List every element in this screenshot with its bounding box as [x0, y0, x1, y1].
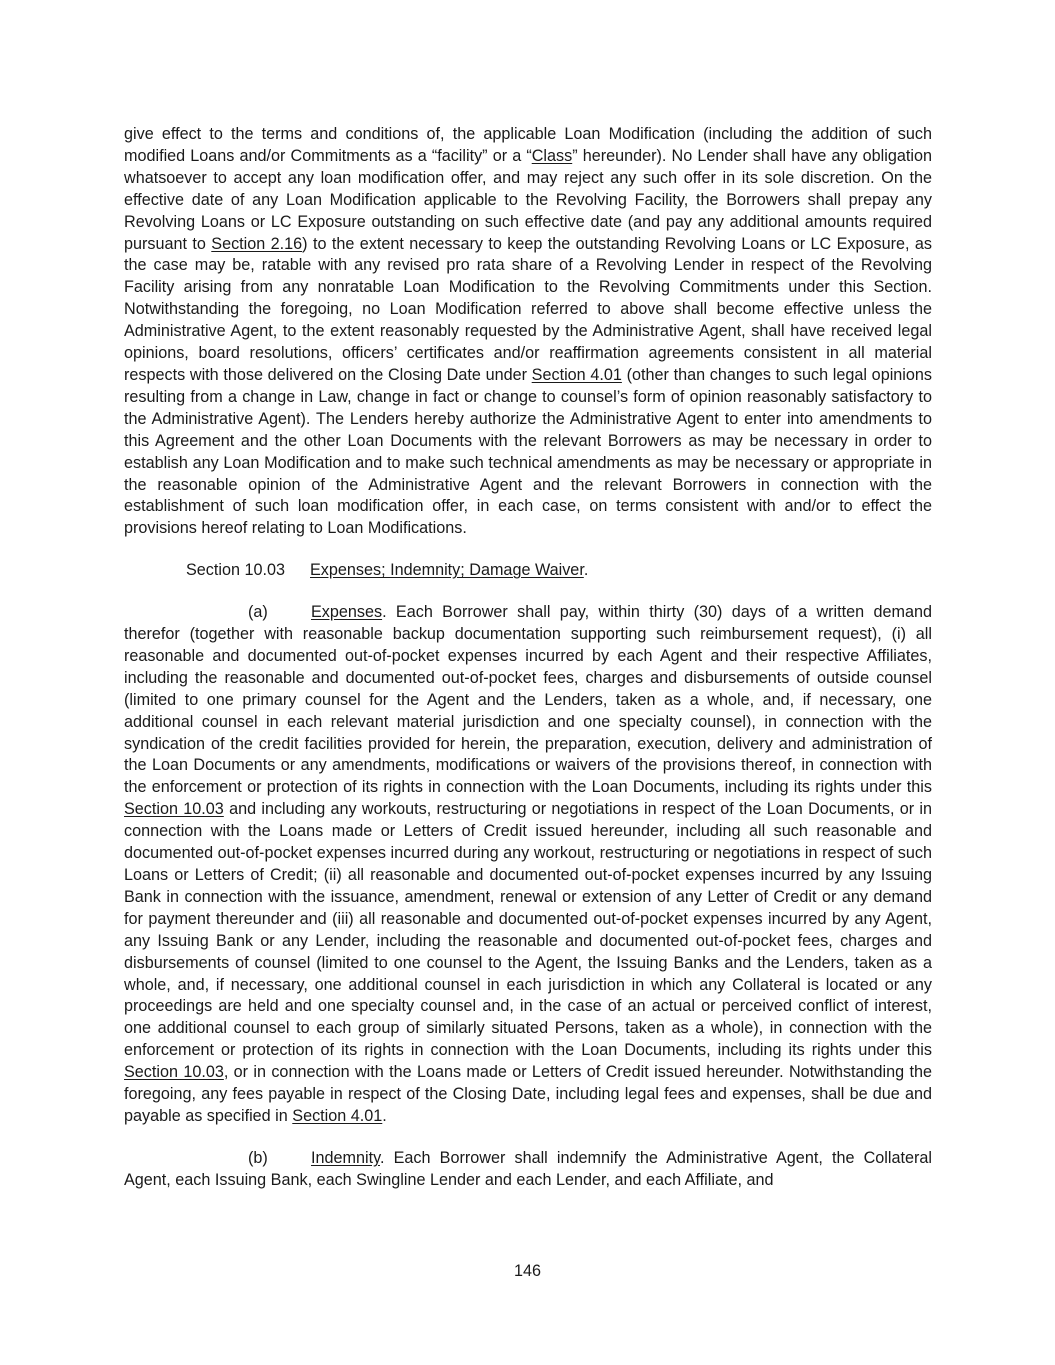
expenses-text-4: . — [382, 1106, 387, 1125]
section-4-01-reference: Section 4.01 — [531, 365, 622, 384]
document-page — [124, 124, 932, 1192]
section-heading — [124, 560, 932, 582]
page-number: 146 — [513, 1262, 541, 1280]
intro-text-1: give effect to the terms and conditions of, the applicable Loan Modification (including the addition of such modified Loans and/or Commitments as a “facility” or a “ — [124, 125, 932, 165]
section-10-03-reference: Section 10.03 — [124, 1063, 224, 1082]
expenses-text-1: . Each Borrower shall pay, within thirty (30) days of a written demand therefor (together with reasonable backup documentation supporting such reimbursement request), (i) all reasonable and documented out-of-pocket expenses incurred by each Agent and their respective Affiliates, including the reasonable and documented out-of-pocket fees, charges and disbursements of outside counsel (limited to one primary counsel for the Agent and the Lenders, taken as a whole, and, if necessary, one additional counsel in each relevant material jurisdiction and one specialty counsel), in connection with the syndication of the credit facilities provided for herein, the preparation, execution, delivery and administration of the Loan Documents or any amendments, modifications or waivers of the provisions thereof, in connection with the enforcement or protection of its rights in connection with the Loan Documents, including its rights under this — [124, 603, 932, 797]
indemnity-caption: Indemnity — [311, 1148, 380, 1167]
section-number: Section 10.03 — [186, 561, 285, 580]
class-defined-term: Class — [531, 146, 573, 165]
section-2-16-reference: Section 2.16 — [211, 234, 303, 253]
expenses-text-3: , or in connection with the Loans made or Letters of Credit issued hereunder. Notwithstanding the foregoing, any fees payable in respect of the Closing Date, including legal fees and expenses, shall be due and payable as specified in — [124, 1063, 932, 1125]
expenses-label: (a) — [248, 603, 268, 622]
expenses-caption: Expenses — [311, 603, 383, 622]
intro-text-2: ” hereunder). No Lender shall have any obligation whatsoever to accept any loan modification offer, and may reject any such offer in its sole discretion. On the effective date of any Loan Modification applicable to the Revolving Facility, the Borrowers shall prepay any Revolving Loans or LC Exposure outstanding on such effective date (and pay any additional amounts required pursuant to — [124, 146, 932, 253]
intro-text-3: ) to the extent necessary to keep the outstanding Revolving Loans or LC Exposure, as the case may be, ratable with any revised pro rata share of a Revolving Lender in respect of the Revolving Facility arising from any nonratable Loan Modification to the Revolving Commitments under this Section. Notwithstanding the foregoing, no Loan Modification referred to above shall become effective unless the Administrative Agent, to the extent reasonably requested by the Administrative Agent, shall have received legal opinions, board resolutions, officers’ certificates and/or reaffirmation agreements consistent in all material respects with those delivered on the Closing Date under — [124, 234, 932, 384]
loan-modification-paragraph — [124, 124, 932, 540]
intro-text-4: (other than changes to such legal opinions resulting from a change in Law, change in fact or change to counsel’s form of opinion reasonably satisfactory to the Administrative Agent). The Lenders hereby authorize the Administrative Agent to enter into amendments to this Agreement and the other Loan Documents with the relevant Borrowers as may be necessary in order to establish any Loan Modification and to make such technical amendments as may be necessary or appropriate in the reasonable opinion of the Administrative Agent and the relevant Borrowers in connection with the establishment of such loan modification offer, in each case, on terms consistent with and/or to effect the provisions hereof relating to Loan Modifications. — [124, 365, 932, 538]
indemnity-paragraph — [124, 1148, 932, 1192]
section-title: Expenses; Indemnity; Damage Waiver — [310, 561, 584, 580]
section-10-03-reference: Section 10.03 — [124, 800, 224, 819]
section-4-01-reference: Section 4.01 — [292, 1106, 383, 1125]
expenses-paragraph — [124, 602, 932, 1128]
expenses-text-2: and including any workouts, restructuring or negotiations in respect of the Loan Documents, or in connection with the Loans made or Letters of Credit issued hereunder, including all such reasonable and documented out-of-pocket expenses incurred during any workout, restructuring or negotiations in respect of such Loans or Letters of Credit; (ii) all reasonable and documented out-of-pocket expenses incurred by any Issuing Bank in connection with the issuance, amendment, renewal or extension of any Letter of Credit or any demand for payment thereunder and (iii) all reasonable and documented out-of-pocket expenses incurred by any Agent, any Issuing Bank or any Lender, including the reasonable and documented out-of-pocket fees, charges and disbursements of counsel (limited to one counsel to the Agent, the Issuing Banks and the Lenders, taken as a whole, and, if necessary, one additional counsel in each jurisdiction in which any Collateral is located or any proceedings are held and one specialty counsel and, in the case of an actual or perceived conflict of interest, one additional counsel to each group of similarly situated Persons, taken as a whole), in connection with the enforcement or protection of its rights in connection with the Loan Documents, including its rights under this — [124, 800, 933, 1060]
indemnity-text-1: . Each Borrower shall indemnify the Administrative Agent, the Collateral Agent, each Issuing Bank, each Swingline Lender and each Lender, and each Affiliate, and — [124, 1148, 932, 1189]
section-title-period: . — [583, 561, 589, 580]
indemnity-label: (b) — [248, 1148, 268, 1167]
